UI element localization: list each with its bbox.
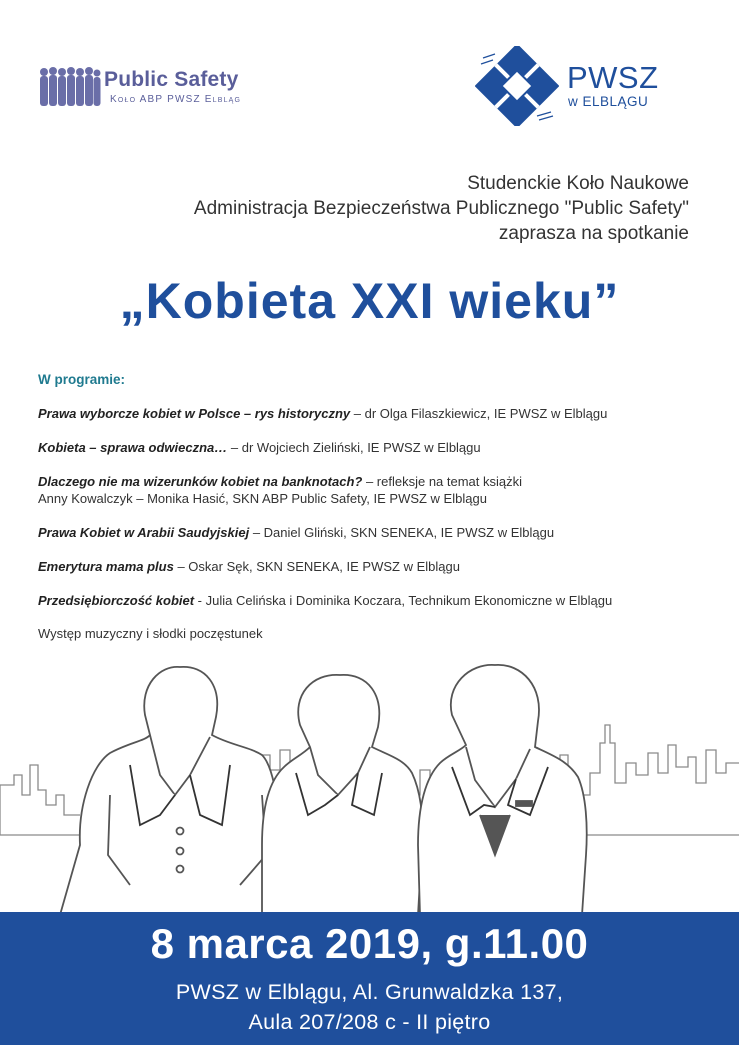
- pwsz-logo: [475, 46, 705, 126]
- event-address-line-2: Aula 207/208 c - II piętro: [248, 1010, 491, 1034]
- program-topic: Dlaczego nie ma wizerunków kobiet na banknotach?: [38, 474, 363, 489]
- program-item: [38, 592, 718, 609]
- program-closing: Występ muzyczny i słodki poczęstunek: [38, 626, 263, 641]
- program-speaker: – refleksje na temat książki: [362, 474, 523, 489]
- program-speaker: – dr Olga Filaszkiewicz, IE PWSZ w Elblągu: [350, 406, 608, 421]
- program-speaker: - Julia Celińska i Dominika Koczara, Technikum Ekonomiczne w Elblągu: [194, 593, 613, 608]
- event-title: „Kobieta XXI wieku”: [119, 273, 620, 329]
- women-skyline-illustration: [0, 655, 739, 915]
- program-topic: Emerytura mama plus: [38, 559, 174, 574]
- program-topic: Przedsiębiorczość kobiet: [38, 593, 195, 608]
- program-speaker: – Daniel Gliński, SKN SENEKA, IE PWSZ w Elblągu: [249, 525, 555, 540]
- program-speaker: – Oskar Sęk, SKN SENEKA, IE PWSZ w Elblągu: [173, 559, 460, 574]
- program-topic: Prawa wyborcze kobiet w Polsce – rys historyczny: [38, 406, 351, 421]
- program-item: [38, 558, 718, 575]
- pwsz-name: PWSZ: [567, 60, 659, 95]
- program-section: [38, 372, 718, 641]
- event-address-line-1: PWSZ w Elblągu, Al. Grunwaldzka 137,: [175, 980, 564, 1004]
- public-safety-title: Public Safety: [104, 68, 239, 91]
- public-safety-subtitle: Koło ABP PWSZ Elbląg: [110, 94, 242, 105]
- invitation-line-1: Studenckie Koło Naukowe: [467, 173, 689, 194]
- program-item: [38, 524, 718, 541]
- program-speaker-continued: Anny Kowalczyk – Monika Hasić, SKN ABP Public Safety, IE PWSZ w Elblągu: [38, 491, 487, 506]
- program-heading: W programie:: [38, 372, 126, 387]
- program-item: [38, 405, 718, 422]
- people-silhouettes-icon: [38, 66, 102, 110]
- pwsz-city: w ELBLĄGU: [568, 94, 649, 109]
- pwsz-emblem-icon: [475, 46, 559, 126]
- program-topic: Prawa Kobiet w Arabii Saudyjskiej: [38, 525, 250, 540]
- invitation-line-2: Administracja Bezpieczeństwa Publicznego "Public Safety": [193, 198, 689, 219]
- program-topic: Kobieta – sprawa odwieczna…: [38, 440, 228, 455]
- program-item: [38, 439, 718, 456]
- public-safety-logo: [38, 62, 283, 114]
- invitation-line-3: zaprasza na spotkanie: [498, 223, 689, 244]
- program-speaker: – dr Wojciech Zieliński, IE PWSZ w Elblągu: [227, 440, 481, 455]
- event-date-time: 8 marca 2019, g.11.00: [150, 920, 589, 967]
- program-item: [38, 473, 718, 507]
